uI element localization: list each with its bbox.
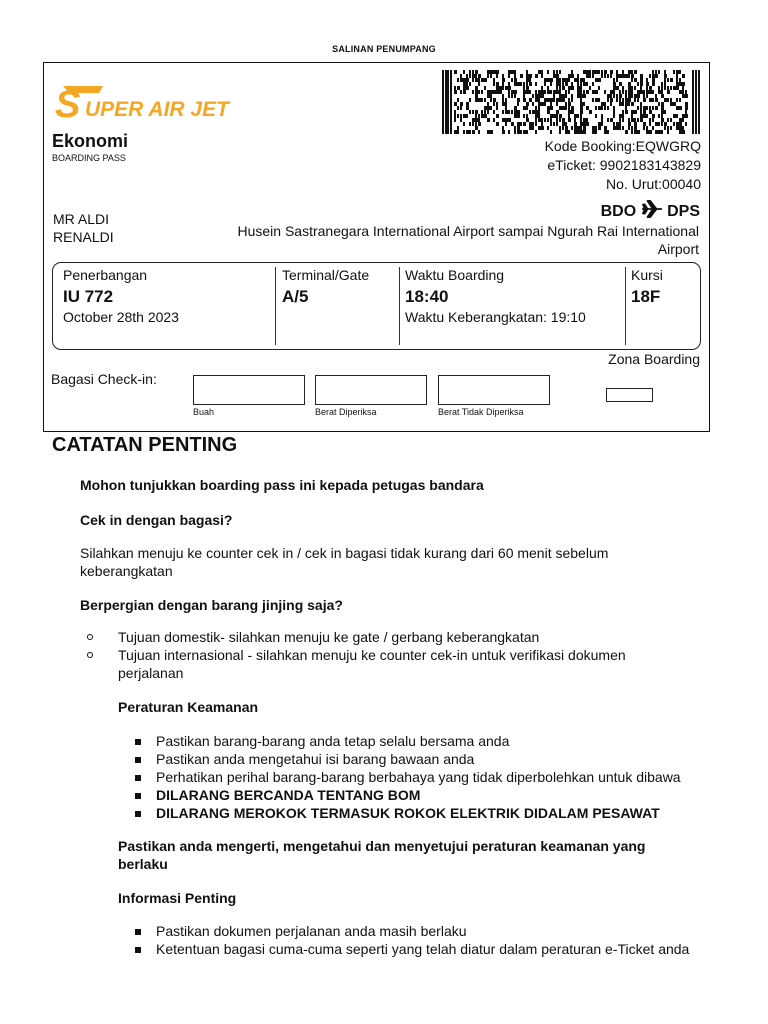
gate-label: Terminal/Gate — [282, 267, 370, 283]
carry-question: Berpergian dengan barang jinjing saja? — [80, 597, 343, 613]
airports: Husein Sastranegara International Airport sampai Ngurah Rai International Airport — [237, 223, 699, 257]
checkin-question: Cek in dengan bagasi? — [80, 512, 233, 528]
sequence-number: No. Urut:00040 — [606, 176, 701, 192]
list-item: Pastikan anda mengetahui isi barang bawaan anda — [118, 750, 738, 768]
boarding-zone-box — [606, 388, 653, 402]
agree-note: Pastikan anda mengerti, mengetahui dan menyetujui peraturan keamanan yang berlaku — [118, 838, 646, 872]
airline-logo — [55, 84, 270, 125]
copy-label: SALINAN PENUMPANG — [332, 44, 436, 54]
carry-list — [80, 628, 670, 682]
list-item: Ketentuan bagasi cuma-cuma seperti yang telah diatur dalam peraturan e-Ticket anda — [118, 940, 698, 958]
travel-class: Ekonomi — [52, 131, 129, 151]
barcode — [442, 70, 702, 134]
baggage-checked-caption: Berat Diperiksa — [315, 407, 377, 417]
show-pass-note: Mohon tunjukkan boarding pass ini kepada petugas bandara — [80, 477, 484, 493]
list-item: Pastikan dokumen perjalanan anda masih berlaku — [118, 922, 698, 940]
list-item: Perhatikan perihal barang-barang berbahaya yang tidak diperbolehkan untuk dibawa — [118, 768, 738, 786]
route — [601, 200, 700, 221]
baggage-unchecked-caption: Berat Tidak Diperiksa — [438, 407, 524, 417]
divider — [399, 267, 400, 345]
checkin-answer: Silahkan menuju ke counter cek in / cek in bagasi tidak kurang dari 60 menit sebelum keberangkatan — [80, 545, 609, 579]
baggage-label: Bagasi Check-in: — [51, 371, 157, 387]
destination-code: DPS — [667, 203, 700, 220]
origin-code: BDO — [600, 203, 637, 220]
baggage-pieces-box — [193, 375, 305, 405]
security-list — [118, 732, 738, 822]
seat-value: 18F — [631, 287, 661, 306]
list-item: DILARANG MEROKOK TERMASUK ROKOK ELEKTRIK DIDALAM PESAWAT — [118, 804, 738, 822]
info-list — [118, 922, 698, 958]
departure-time: Waktu Keberangkatan: 19:10 — [405, 309, 586, 325]
airplane-icon — [641, 200, 663, 218]
boarding-time: 18:40 — [405, 287, 449, 306]
list-item: Pastikan barang-barang anda tetap selalu bersama anda — [118, 732, 738, 750]
flight-date: October 28th 2023 — [63, 309, 179, 325]
boarding-pass-label: BOARDING PASS — [52, 153, 126, 163]
divider — [625, 267, 626, 345]
flight-number: IU 772 — [63, 287, 114, 306]
baggage-pieces-caption: Buah — [193, 407, 215, 417]
list-item: DILARANG BERCANDA TENTANG BOM — [118, 786, 738, 804]
flight-info-box — [52, 262, 701, 350]
baggage-checked-box — [315, 375, 427, 405]
passenger-name: MR ALDI RENALDI — [53, 211, 114, 245]
flight-label: Penerbangan — [63, 267, 148, 283]
info-title: Informasi Penting — [118, 890, 237, 906]
list-item: Tujuan domestik- silahkan menuju ke gate / gerbang keberangkatan — [80, 628, 670, 646]
notes-title: CATATAN PENTING — [52, 434, 238, 456]
list-item: Tujuan internasional - silahkan menuju ke counter cek-in untuk verifikasi dokumen perjalanan — [80, 646, 670, 682]
booking-info — [545, 137, 701, 194]
seat-label: Kursi — [631, 267, 663, 283]
logo-s: S — [55, 84, 81, 120]
security-title: Peraturan Keamanan — [118, 699, 259, 715]
boarding-zone-label: Zona Boarding — [608, 351, 700, 367]
eticket-number: eTicket: 9902183143829 — [547, 157, 701, 173]
logo-text: UPER AIR JET — [85, 98, 229, 120]
baggage-unchecked-box — [438, 375, 550, 405]
booking-code: Kode Booking:EQWGRQ — [544, 138, 701, 154]
divider — [275, 267, 276, 345]
gate-value: A/5 — [282, 287, 309, 306]
boarding-label: Waktu Boarding — [405, 267, 505, 283]
